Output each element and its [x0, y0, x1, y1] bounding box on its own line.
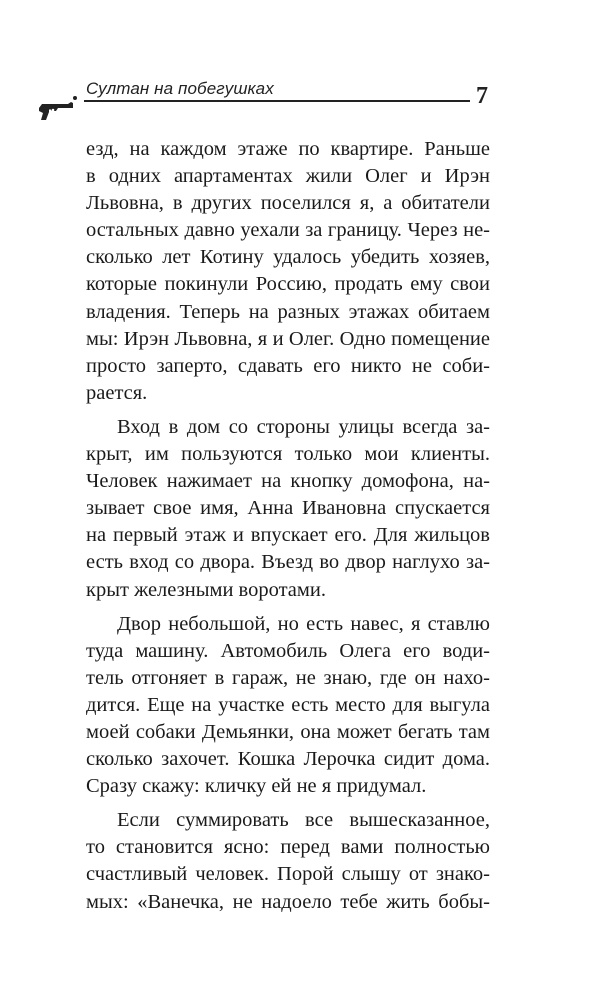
text-line: мых: «Ванечка, не надоело тебе жить бобы- [86, 890, 490, 913]
text-line: счастливый человек. Порой слышу от знако- [86, 863, 490, 886]
text-line: зывает свое имя, Анна Ивановна спускается [86, 497, 490, 520]
text-line: есть вход со двора. Въезд во двор наглухо за- [86, 551, 490, 574]
paragraph [86, 136, 490, 407]
text-line: владения. Теперь на разных этажах обитаем [86, 300, 490, 323]
paragraph [86, 611, 490, 801]
revolver-icon [38, 102, 74, 122]
text-line: дится. Еще на участке есть место для выгула [86, 693, 490, 716]
header-rule [84, 100, 470, 102]
text-line: в одних апартаментах жили Олег и Ирэн [86, 165, 490, 188]
text-line: туда машину. Автомобиль Олега его води- [86, 639, 490, 662]
text-line: езд, на каждом этаже по квартире. Раньше [86, 138, 490, 160]
text-line: просто заперто, сдавать его никто не соби- [86, 354, 490, 377]
text-line: на первый этаж и впускает его. Для жильцов [86, 524, 490, 547]
text-line: сколько лет Котину удалось убедить хозяев, [86, 246, 490, 269]
text-line: тель отгоняет в гараж, не знаю, где он нахо- [86, 666, 490, 689]
running-header [0, 78, 605, 128]
text-line: которые покинули Россию, продать ему свои [86, 273, 490, 296]
text-line: крыт, им пользуются только мои клиенты. [86, 443, 490, 466]
page-number: 7 [476, 83, 488, 109]
text-line: мы: Ирэн Львовна, я и Олег. Одно помещение [86, 327, 490, 350]
paragraph [86, 807, 490, 915]
running-title: Султан на побегушках [86, 79, 274, 98]
text-line: сколько захочет. Кошка Лерочка сидит дома. [86, 748, 490, 771]
text-line: Двор небольшой, но есть навес, я ставлю [117, 612, 490, 635]
text-line: крыт железными воротами. [86, 578, 326, 601]
text-line: моей собаки Демьянки, она может бегать там [86, 720, 490, 743]
text-line: Львовна, в других поселился я, а обитатели [86, 192, 490, 215]
body-text [86, 136, 490, 923]
paragraph [86, 414, 490, 604]
text-line: Сразу скажу: кличку ей не я придумал. [86, 775, 427, 798]
text-line: Если суммировать все вышесказанное, [117, 809, 490, 832]
text-line: рается. [86, 381, 148, 404]
text-line: то становится ясно: перед вами полностью [86, 836, 490, 859]
text-line: Человек нажимает на кнопку домофона, на- [86, 470, 490, 493]
text-line: остальных давно уехали за границу. Через не- [86, 219, 490, 242]
text-line: Вход в дом со стороны улицы всегда за- [117, 415, 490, 438]
header-dot [73, 96, 77, 100]
